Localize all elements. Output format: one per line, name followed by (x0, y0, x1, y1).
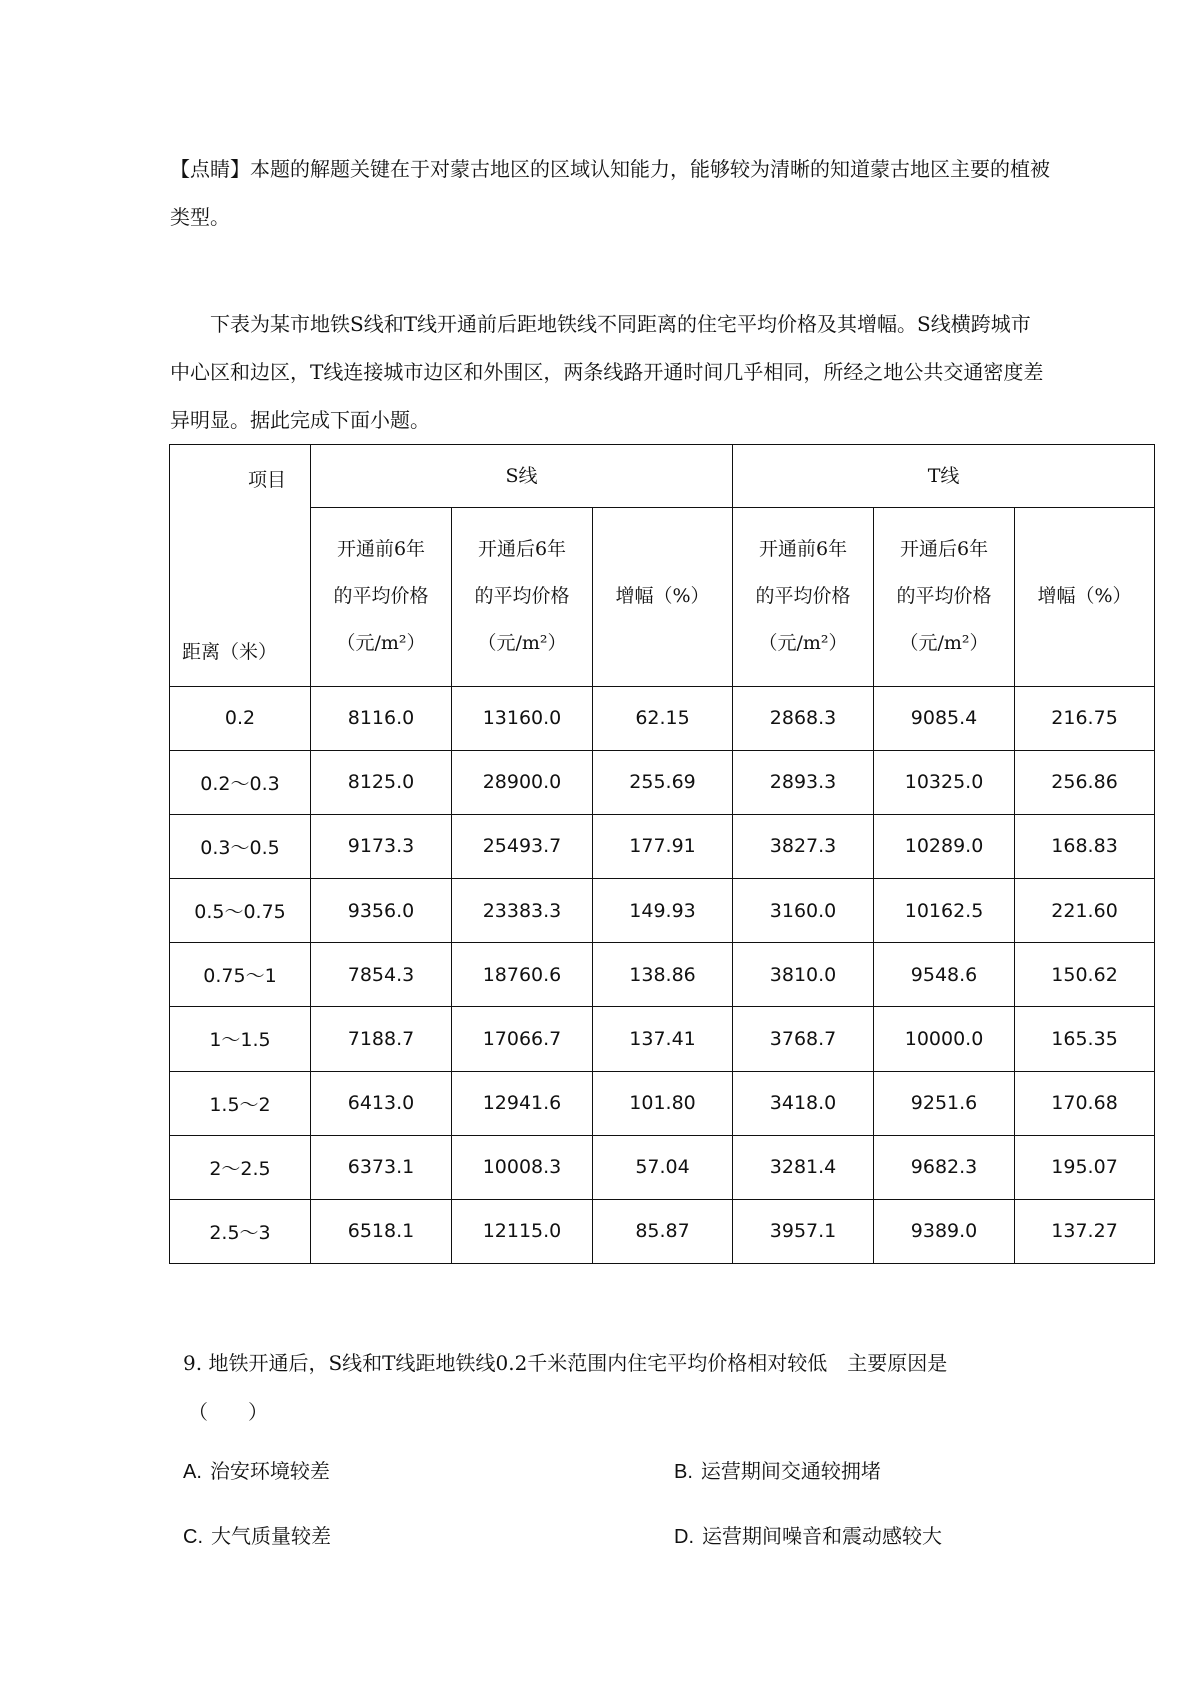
dianjing-text: 本题的解题关键在于对蒙古地区的区域认知能力，能够较为清晰的知道蒙古地区主要的植被类型。 (170, 157, 1050, 229)
column-header (452, 508, 593, 686)
question-number: 9. (183, 1351, 203, 1375)
group-header-s: S线 (311, 445, 733, 508)
option-b[interactable] (674, 1455, 881, 1484)
column-header-line: （元/m²） (477, 632, 567, 655)
table-row (170, 750, 1155, 814)
dianjing-paragraph (170, 145, 1050, 241)
price-table (169, 444, 1155, 1264)
column-header-line: 的平均价格 (755, 585, 851, 608)
column-header-line: 开通前6年 (758, 538, 848, 561)
value-cell: 10325.0 (874, 750, 1015, 814)
value-cell: 10000.0 (874, 1007, 1015, 1071)
table-row (170, 1199, 1155, 1263)
value-cell: 9548.6 (874, 943, 1015, 1007)
value-cell: 23383.3 (452, 879, 593, 943)
distance-cell: 1～1.5 (170, 1007, 311, 1071)
value-cell: 8116.0 (311, 686, 452, 750)
table-row (170, 1071, 1155, 1135)
value-cell: 62.15 (593, 686, 733, 750)
value-cell: 3160.0 (733, 879, 874, 943)
value-cell: 256.86 (1015, 750, 1155, 814)
value-cell: 7188.7 (311, 1007, 452, 1071)
value-cell: 2868.3 (733, 686, 874, 750)
value-cell: 137.41 (593, 1007, 733, 1071)
value-cell: 28900.0 (452, 750, 593, 814)
header-row-groups (170, 445, 1155, 508)
question-9 (183, 1340, 1083, 1386)
distance-cell: 0.3～0.5 (170, 814, 311, 878)
option-d[interactable] (674, 1520, 942, 1549)
option-c-letter: C. (183, 1526, 203, 1548)
value-cell: 9251.6 (874, 1071, 1015, 1135)
value-cell: 85.87 (593, 1199, 733, 1263)
column-header (733, 508, 874, 686)
value-cell: 9173.3 (311, 814, 452, 878)
header-row-columns (170, 508, 1155, 686)
value-cell: 25493.7 (452, 814, 593, 878)
option-c-text: 大气质量较差 (211, 1524, 331, 1548)
column-header-line: 开通后6年 (899, 538, 989, 561)
distance-cell: 2～2.5 (170, 1135, 311, 1199)
column-header-line: 的平均价格 (333, 585, 429, 608)
value-cell: 6373.1 (311, 1135, 452, 1199)
table-row (170, 1135, 1155, 1199)
column-header-line: 的平均价格 (474, 585, 570, 608)
option-a-letter: A. (183, 1461, 202, 1483)
column-header-line: 开通后6年 (477, 538, 567, 561)
value-cell: 9356.0 (311, 879, 452, 943)
value-cell: 195.07 (1015, 1135, 1155, 1199)
value-cell: 12941.6 (452, 1071, 593, 1135)
intro-paragraph: 下表为某市地铁S线和T线开通前后距地铁线不同距离的住宅平均价格及其增幅。S线横跨城市中心区和边区，T线连接城市边区和外围区，两条线路开通时间几乎相同，所经之地公共交通密度差异明显。据此完成下面小题。 (170, 312, 1044, 432)
table-row (170, 879, 1155, 943)
column-header (593, 508, 733, 686)
dianjing-label: 【点睛】 (170, 157, 250, 181)
column-header-line: （元/m²） (758, 632, 848, 655)
value-cell: 3281.4 (733, 1135, 874, 1199)
value-cell: 7854.3 (311, 943, 452, 1007)
value-cell: 18760.6 (452, 943, 593, 1007)
option-b-letter: B. (674, 1461, 693, 1483)
group-header-t: T线 (733, 445, 1155, 508)
value-cell: 165.35 (1015, 1007, 1155, 1071)
option-a[interactable] (183, 1455, 330, 1484)
distance-cell: 2.5～3 (170, 1199, 311, 1263)
value-cell: 12115.0 (452, 1199, 593, 1263)
value-cell: 10289.0 (874, 814, 1015, 878)
option-c[interactable] (183, 1520, 331, 1549)
column-header-line: （元/m²） (899, 632, 989, 655)
value-cell: 138.86 (593, 943, 733, 1007)
table-row (170, 943, 1155, 1007)
value-cell: 13160.0 (452, 686, 593, 750)
value-cell: 101.80 (593, 1071, 733, 1135)
column-header-line: 开通前6年 (336, 538, 426, 561)
value-cell: 150.62 (1015, 943, 1155, 1007)
value-cell: 9085.4 (874, 686, 1015, 750)
corner-bottom-label: 距离（米） (182, 640, 278, 663)
answer-parentheses: （ ） (188, 1400, 268, 1424)
value-cell: 10008.3 (452, 1135, 593, 1199)
value-cell: 3810.0 (733, 943, 874, 1007)
value-cell: 216.75 (1015, 686, 1155, 750)
option-d-letter: D. (674, 1526, 694, 1548)
value-cell: 17066.7 (452, 1007, 593, 1071)
value-cell: 9389.0 (874, 1199, 1015, 1263)
distance-cell: 0.5～0.75 (170, 879, 311, 943)
corner-top-label: 项目 (248, 469, 287, 491)
value-cell: 177.91 (593, 814, 733, 878)
table-row (170, 1007, 1155, 1071)
column-header (874, 508, 1015, 686)
value-cell: 6518.1 (311, 1199, 452, 1263)
value-cell: 137.27 (1015, 1199, 1155, 1263)
column-header-line: 的平均价格 (896, 585, 992, 608)
value-cell: 3827.3 (733, 814, 874, 878)
value-cell: 149.93 (593, 879, 733, 943)
value-cell: 170.68 (1015, 1071, 1155, 1135)
distance-cell: 1.5～2 (170, 1071, 311, 1135)
option-d-text: 运营期间噪音和震动感较大 (702, 1524, 942, 1548)
value-cell: 168.83 (1015, 814, 1155, 878)
value-cell: 10162.5 (874, 879, 1015, 943)
column-header-line: 增幅（%） (1037, 585, 1132, 608)
distance-cell: 0.75～1 (170, 943, 311, 1007)
value-cell: 3957.1 (733, 1199, 874, 1263)
value-cell: 8125.0 (311, 750, 452, 814)
corner-cell (170, 445, 311, 687)
value-cell: 2893.3 (733, 750, 874, 814)
column-header (1015, 508, 1155, 686)
distance-cell: 0.2 (170, 686, 311, 750)
question-text: 地铁开通后，S线和T线距地铁线0.2千米范围内住宅平均价格相对较低 主要原因是 (208, 1351, 948, 1375)
column-header (311, 508, 452, 686)
column-header-line: 增幅（%） (615, 585, 710, 608)
value-cell: 9682.3 (874, 1135, 1015, 1199)
option-a-text: 治安环境较差 (209, 1459, 330, 1483)
value-cell: 221.60 (1015, 879, 1155, 943)
table-row (170, 814, 1155, 878)
value-cell: 255.69 (593, 750, 733, 814)
value-cell: 57.04 (593, 1135, 733, 1199)
value-cell: 3418.0 (733, 1071, 874, 1135)
value-cell: 3768.7 (733, 1007, 874, 1071)
value-cell: 6413.0 (311, 1071, 452, 1135)
distance-cell: 0.2～0.3 (170, 750, 311, 814)
column-header-line: （元/m²） (336, 632, 426, 655)
table-row (170, 686, 1155, 750)
option-b-text: 运营期间交通较拥堵 (700, 1459, 881, 1483)
